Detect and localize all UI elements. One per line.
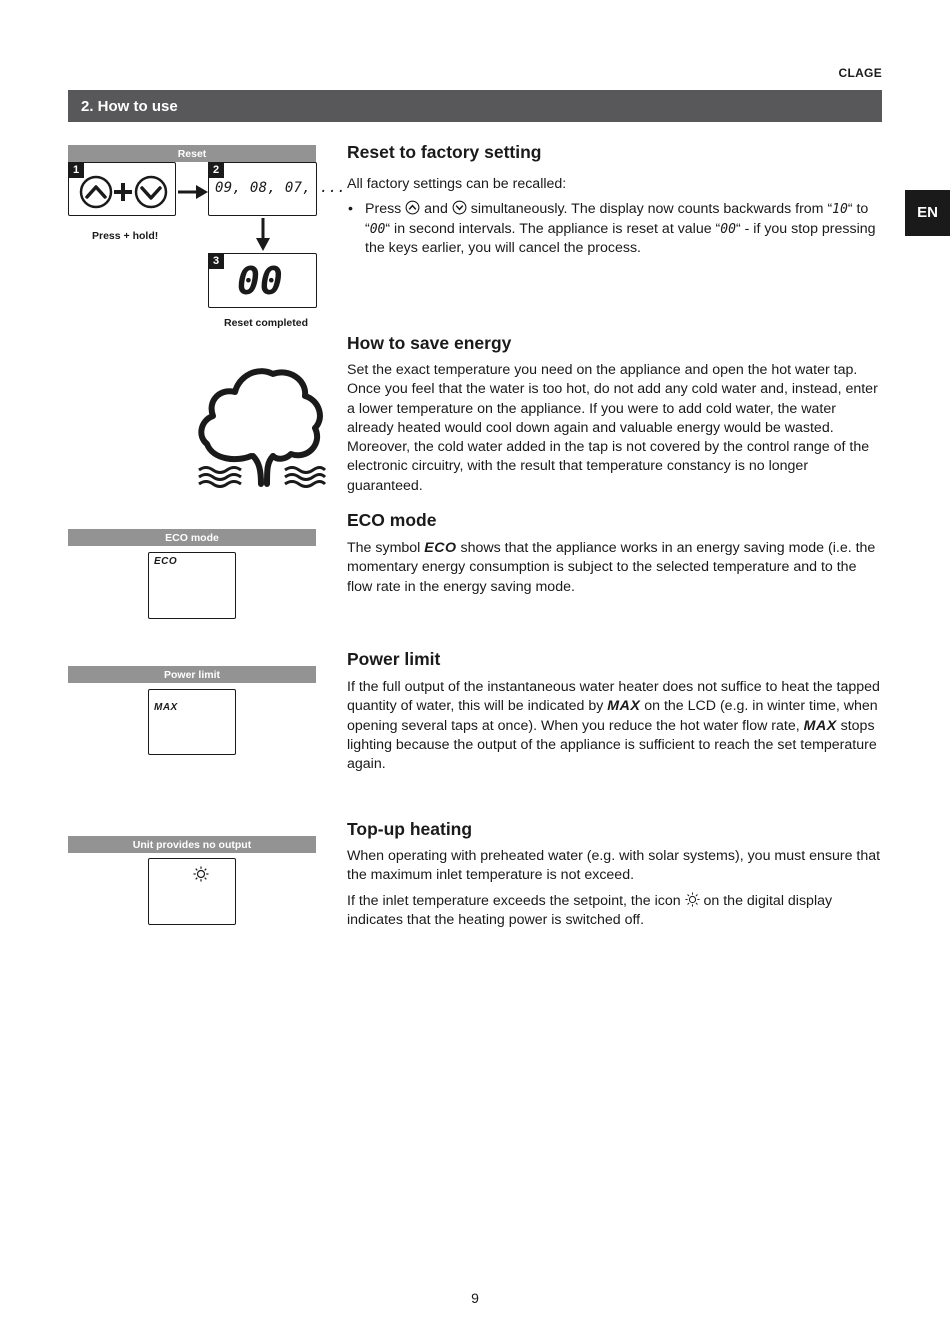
topup-title: Top-up heating (347, 819, 473, 839)
reset-intro: All factory settings can be recalled: (347, 176, 567, 192)
max-display (148, 689, 236, 755)
eco-body (347, 539, 882, 597)
eco-figure-label: ECO mode (68, 529, 316, 546)
segment-00-b: 00 (720, 221, 736, 237)
down-key-inline-icon (452, 200, 467, 215)
step-number-3: 3 (208, 253, 224, 269)
power-text-3: stops lighting because the output of the appliance is sufficient to reach the set temperature again. (347, 717, 877, 773)
reset-steps-list (347, 200, 882, 258)
output-figure-label: Unit provides no output (68, 836, 316, 853)
reset-text-1: simultaneously. The display now counts backwards from “ (470, 201, 833, 218)
sun-inline-icon (685, 892, 700, 907)
tree-icon (195, 362, 329, 490)
power-title: Power limit (347, 649, 441, 669)
up-key-inline-icon (405, 200, 420, 215)
eco-display (148, 552, 236, 619)
reset-step-item (347, 200, 882, 258)
no-output-display (148, 858, 236, 925)
reset-text-3: “ - if you stop pressing the keys earlier, you will cancel the process. (365, 220, 876, 256)
energy-body: Set the exact temperature you need on the appliance and open the hot water tap. Once you feel that the water is too hot, do not add any cold water and, instead, enter a lower temperature on the appliance. If you were to add cold water, the water already heated would cool down again and valuable energy would be wasted. Moreover, the cold water added in the tap is not covered by the control range of the electronic circuitry, with the result that temperature constancy is no longer guaranteed. (347, 362, 878, 494)
brand-name: CLAGE (838, 66, 882, 80)
eco-section (347, 510, 882, 597)
power-text-2: on the LCD (e.g. in winter time, when opening several taps at once). When you reduce the hot water flow rate, (347, 698, 878, 734)
topup-text-2: on the digital display indicates that the heating power is switched off. (347, 892, 833, 928)
max-inline-symbol-2: MAX (803, 717, 837, 734)
energy-section (347, 333, 882, 496)
topup-text-1: If the inlet temperature exceeds the setpoint, the icon (347, 892, 681, 909)
countdown-display (208, 162, 346, 216)
energy-title: How to save energy (347, 333, 512, 353)
language-tab: EN (905, 190, 950, 236)
reset-final-display (208, 253, 317, 308)
press-word: Press (365, 201, 402, 218)
arrow-right-icon (176, 180, 210, 204)
step-number-2: 2 (208, 162, 224, 178)
and-word: and (424, 201, 448, 218)
keypad-box (68, 162, 176, 216)
countdown-text: 09, 08, 07, ... (215, 180, 346, 196)
eco-text-2: shows that the appliance works in an energy saving mode (i.e. the momentary energy consumption is subject to the selected temperature and to the flow rate in the energy saving mode. (347, 540, 876, 595)
reset-completed-caption: Reset completed (224, 317, 309, 329)
segment-00-a: 00 (369, 221, 386, 237)
quote-open: “ (365, 220, 370, 237)
topup-para-1: When operating with preheated water (e.g. with solar systems), you must ensure that the maximum inlet temperature is not exceed. (347, 848, 881, 884)
final-display-value: 00 (237, 259, 283, 303)
max-display-symbol: MAX (154, 702, 178, 713)
reset-section (347, 142, 882, 258)
power-body (347, 678, 882, 774)
section-header: 2. How to use (68, 90, 882, 122)
power-text-1: If the full output of the instantaneous water heater does not suffice to heat the tapped quantity of water, this will be indicated by (347, 679, 880, 715)
power-figure-label: Power limit (68, 666, 316, 683)
reset-title: Reset to factory setting (347, 142, 542, 162)
step-number-1: 1 (68, 162, 84, 178)
eco-display-symbol: ECO (154, 556, 178, 567)
eco-text-1: The symbol (347, 540, 421, 556)
down-key-icon (136, 177, 166, 207)
reset-figure-label: Reset (68, 145, 316, 162)
reset-text-to: “ to (847, 201, 869, 218)
up-key-icon (81, 177, 111, 207)
eco-title: ECO mode (347, 510, 437, 530)
eco-inline-symbol: ECO (424, 540, 457, 556)
reset-text-2: “ in second intervals. The appliance is reset at value “ (385, 220, 721, 237)
page-number: 9 (471, 1290, 479, 1306)
power-section (347, 649, 882, 774)
arrow-down-icon (254, 216, 272, 254)
plus-icon (114, 183, 132, 201)
up-plus-down-keys (69, 163, 175, 215)
segment-10: 10 (832, 202, 848, 218)
topup-para-2 (347, 892, 882, 931)
sun-icon (193, 866, 209, 882)
press-hold-caption: Press + hold! (92, 230, 159, 242)
topup-section (347, 819, 882, 930)
max-inline-symbol-1: MAX (607, 698, 641, 715)
